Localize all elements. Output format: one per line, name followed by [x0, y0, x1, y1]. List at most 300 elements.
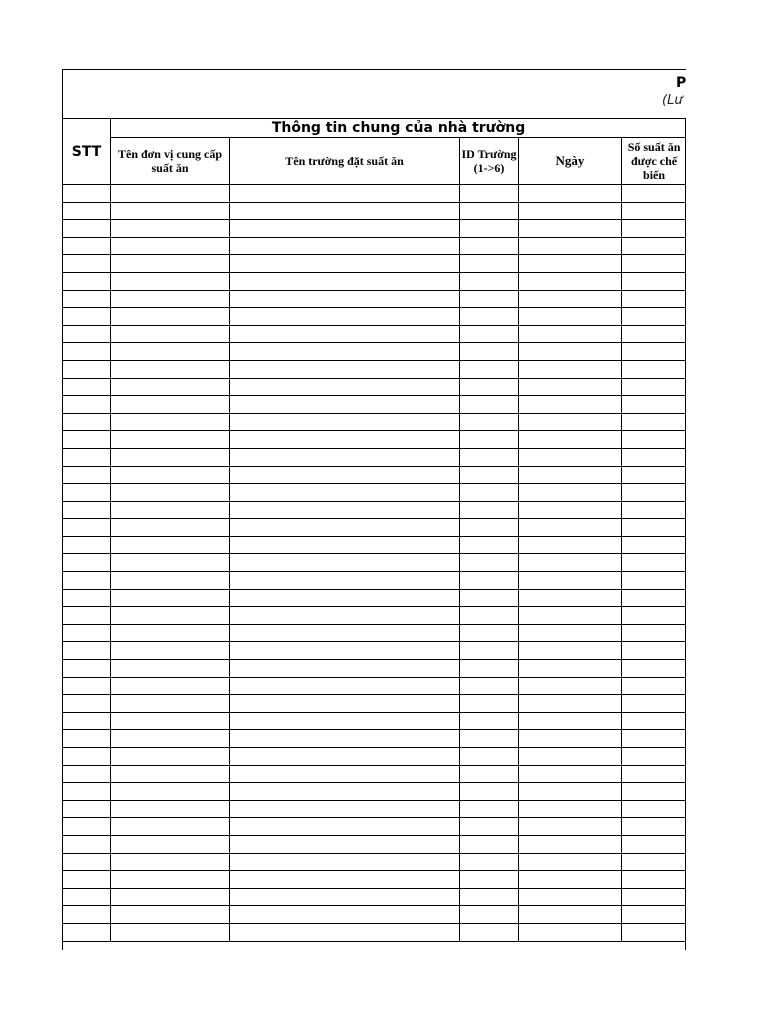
table-cell[interactable] [519, 730, 622, 748]
table-cell[interactable] [230, 290, 460, 308]
table-cell[interactable] [622, 343, 687, 361]
table-cell[interactable] [460, 519, 519, 537]
table-cell[interactable] [622, 624, 687, 642]
table-row [63, 413, 687, 431]
table-cell[interactable] [230, 308, 460, 326]
table-row [63, 607, 687, 625]
table-cell[interactable] [460, 237, 519, 255]
table-cell[interactable] [63, 325, 111, 343]
table-row [63, 290, 687, 308]
table-cell[interactable] [622, 835, 687, 853]
table-cell[interactable] [622, 255, 687, 273]
table-cell[interactable] [63, 466, 111, 484]
table-cell[interactable] [111, 712, 230, 730]
table-cell[interactable] [519, 906, 622, 924]
table-cell[interactable] [622, 202, 687, 220]
table-cell[interactable] [460, 853, 519, 871]
table-cell[interactable] [63, 818, 111, 836]
table-cell[interactable] [63, 730, 111, 748]
table-cell[interactable] [460, 607, 519, 625]
table-cell[interactable] [230, 272, 460, 290]
table-cell[interactable] [519, 818, 622, 836]
table-cell[interactable] [111, 413, 230, 431]
table-cell[interactable] [519, 378, 622, 396]
table-cell[interactable] [63, 290, 111, 308]
table-cell[interactable] [63, 589, 111, 607]
table-cell[interactable] [519, 712, 622, 730]
table-cell[interactable] [230, 360, 460, 378]
table-row [63, 783, 687, 801]
table-cell[interactable] [460, 272, 519, 290]
table-cell[interactable] [519, 888, 622, 906]
table-cell[interactable] [460, 308, 519, 326]
table-cell[interactable] [230, 624, 460, 642]
table-row [63, 835, 687, 853]
frame-top-border [62, 69, 686, 70]
table-row [63, 202, 687, 220]
table-cell[interactable] [230, 730, 460, 748]
table-cell[interactable] [63, 871, 111, 889]
table-row [63, 237, 687, 255]
table-cell[interactable] [230, 554, 460, 572]
sheet-subtitle: (Lư [662, 93, 683, 108]
table-cell[interactable] [519, 519, 622, 537]
meal-table [62, 118, 686, 942]
table-cell[interactable] [622, 396, 687, 414]
table-cell[interactable] [111, 378, 230, 396]
table-cell[interactable] [111, 765, 230, 783]
table-cell[interactable] [111, 783, 230, 801]
table-cell[interactable] [63, 642, 111, 660]
table-cell[interactable] [63, 677, 111, 695]
table-row [63, 888, 687, 906]
table-body [63, 185, 687, 942]
table-cell[interactable] [622, 554, 687, 572]
table-cell[interactable] [230, 519, 460, 537]
table-cell[interactable] [460, 202, 519, 220]
table-cell[interactable] [63, 607, 111, 625]
table-cell[interactable] [622, 378, 687, 396]
table-cell[interactable] [111, 431, 230, 449]
table-cell[interactable] [111, 255, 230, 273]
table-cell[interactable] [622, 888, 687, 906]
table-cell[interactable] [230, 431, 460, 449]
table-cell[interactable] [63, 272, 111, 290]
table-cell[interactable] [111, 572, 230, 590]
table-cell[interactable] [622, 272, 687, 290]
table-cell[interactable] [622, 572, 687, 590]
table-cell[interactable] [230, 783, 460, 801]
table-cell[interactable] [230, 396, 460, 414]
table-cell[interactable] [519, 431, 622, 449]
table-cell[interactable] [230, 677, 460, 695]
table-cell[interactable] [460, 220, 519, 238]
table-cell[interactable] [519, 607, 622, 625]
spreadsheet-sheet [62, 69, 686, 950]
col-header-meal-count: Số suất ăn được chế biến [622, 138, 687, 185]
table-cell[interactable] [460, 325, 519, 343]
table-cell[interactable] [230, 871, 460, 889]
table-cell[interactable] [622, 642, 687, 660]
table-cell[interactable] [622, 818, 687, 836]
table-cell[interactable] [460, 783, 519, 801]
table-row [63, 589, 687, 607]
table-cell[interactable] [111, 272, 230, 290]
table-cell[interactable] [460, 589, 519, 607]
table-cell[interactable] [111, 607, 230, 625]
table-row [63, 871, 687, 889]
table-cell[interactable] [519, 835, 622, 853]
table-row [63, 800, 687, 818]
table-row [63, 748, 687, 766]
col-header-school: Tên trường đặt suất ăn [230, 138, 460, 185]
table-cell[interactable] [460, 484, 519, 502]
table-cell[interactable] [519, 765, 622, 783]
table-cell[interactable] [460, 554, 519, 572]
table-cell[interactable] [622, 730, 687, 748]
table-cell[interactable] [111, 360, 230, 378]
table-cell[interactable] [63, 484, 111, 502]
table-cell[interactable] [460, 712, 519, 730]
table-cell[interactable] [622, 237, 687, 255]
table-cell[interactable] [622, 220, 687, 238]
table-cell[interactable] [519, 748, 622, 766]
table-cell[interactable] [622, 466, 687, 484]
table-cell[interactable] [63, 765, 111, 783]
table-cell[interactable] [519, 237, 622, 255]
table-cell[interactable] [622, 712, 687, 730]
table-cell[interactable] [111, 466, 230, 484]
table-cell[interactable] [63, 695, 111, 713]
table-cell[interactable] [460, 871, 519, 889]
table-cell[interactable] [622, 519, 687, 537]
table-cell[interactable] [230, 923, 460, 941]
table-cell[interactable] [230, 378, 460, 396]
table-row [63, 536, 687, 554]
table-cell[interactable] [622, 431, 687, 449]
table-cell[interactable] [519, 536, 622, 554]
table-cell[interactable] [519, 308, 622, 326]
table-cell[interactable] [622, 325, 687, 343]
table-cell[interactable] [63, 536, 111, 554]
table-cell[interactable] [111, 835, 230, 853]
table-cell[interactable] [63, 835, 111, 853]
table-cell[interactable] [519, 624, 622, 642]
table-cell[interactable] [63, 923, 111, 941]
table-cell[interactable] [460, 466, 519, 484]
table-cell[interactable] [622, 853, 687, 871]
table-cell[interactable] [230, 818, 460, 836]
frame-left-border [62, 69, 63, 950]
table-cell[interactable] [230, 466, 460, 484]
table-cell[interactable] [111, 484, 230, 502]
table-row [63, 185, 687, 203]
table-cell[interactable] [230, 325, 460, 343]
table-cell[interactable] [622, 748, 687, 766]
table-cell[interactable] [460, 800, 519, 818]
table-cell[interactable] [519, 272, 622, 290]
table-cell[interactable] [63, 554, 111, 572]
table-cell[interactable] [111, 202, 230, 220]
table-cell[interactable] [63, 853, 111, 871]
table-cell[interactable] [63, 360, 111, 378]
table-cell[interactable] [460, 572, 519, 590]
table-cell[interactable] [111, 554, 230, 572]
table-cell[interactable] [230, 712, 460, 730]
table-cell[interactable] [460, 906, 519, 924]
table-cell[interactable] [622, 185, 687, 203]
table-cell[interactable] [622, 906, 687, 924]
table-cell[interactable] [111, 695, 230, 713]
table-cell[interactable] [519, 695, 622, 713]
table-cell[interactable] [63, 220, 111, 238]
table-cell[interactable] [460, 255, 519, 273]
table-row [63, 853, 687, 871]
table-cell[interactable] [519, 484, 622, 502]
table-cell[interactable] [622, 871, 687, 889]
table-cell[interactable] [63, 448, 111, 466]
table-cell[interactable] [460, 923, 519, 941]
table-cell[interactable] [519, 220, 622, 238]
table-cell[interactable] [519, 572, 622, 590]
table-cell[interactable] [111, 448, 230, 466]
table-row [63, 360, 687, 378]
table-cell[interactable] [622, 765, 687, 783]
table-cell[interactable] [230, 660, 460, 678]
table-row [63, 466, 687, 484]
table-row [63, 730, 687, 748]
table-cell[interactable] [460, 730, 519, 748]
table-cell[interactable] [519, 413, 622, 431]
table-cell[interactable] [519, 466, 622, 484]
table-cell[interactable] [519, 642, 622, 660]
table-cell[interactable] [111, 185, 230, 203]
table-cell[interactable] [460, 413, 519, 431]
table-cell[interactable] [460, 835, 519, 853]
table-cell[interactable] [460, 501, 519, 519]
table-cell[interactable] [460, 765, 519, 783]
table-cell[interactable] [519, 660, 622, 678]
table-cell[interactable] [622, 607, 687, 625]
table-cell[interactable] [230, 765, 460, 783]
table-cell[interactable] [63, 712, 111, 730]
table-cell[interactable] [622, 413, 687, 431]
table-cell[interactable] [111, 642, 230, 660]
table-cell[interactable] [230, 607, 460, 625]
table-cell[interactable] [230, 748, 460, 766]
table-cell[interactable] [63, 255, 111, 273]
table-cell[interactable] [111, 660, 230, 678]
table-cell[interactable] [460, 396, 519, 414]
table-cell[interactable] [230, 220, 460, 238]
table-cell[interactable] [111, 800, 230, 818]
table-row [63, 396, 687, 414]
table-cell[interactable] [63, 431, 111, 449]
table-cell[interactable] [111, 325, 230, 343]
table-row [63, 765, 687, 783]
table-cell[interactable] [460, 818, 519, 836]
table-cell[interactable] [63, 343, 111, 361]
table-row [63, 695, 687, 713]
table-cell[interactable] [63, 413, 111, 431]
table-cell[interactable] [230, 255, 460, 273]
table-cell[interactable] [622, 308, 687, 326]
table-cell[interactable] [63, 624, 111, 642]
table-cell[interactable] [519, 589, 622, 607]
table-cell[interactable] [460, 378, 519, 396]
table-cell[interactable] [111, 818, 230, 836]
table-cell[interactable] [230, 448, 460, 466]
table-cell[interactable] [111, 237, 230, 255]
table-cell[interactable] [63, 519, 111, 537]
table-cell[interactable] [622, 484, 687, 502]
table-cell[interactable] [111, 748, 230, 766]
table-cell[interactable] [230, 642, 460, 660]
table-cell[interactable] [622, 501, 687, 519]
table-cell[interactable] [111, 923, 230, 941]
table-cell[interactable] [230, 536, 460, 554]
table-cell[interactable] [622, 290, 687, 308]
table-cell[interactable] [519, 448, 622, 466]
table-cell[interactable] [519, 923, 622, 941]
table-cell[interactable] [519, 290, 622, 308]
table-cell[interactable] [622, 589, 687, 607]
table-cell[interactable] [111, 853, 230, 871]
table-cell[interactable] [63, 185, 111, 203]
table-cell[interactable] [519, 677, 622, 695]
table-cell[interactable] [460, 536, 519, 554]
table-cell[interactable] [63, 396, 111, 414]
table-cell[interactable] [111, 308, 230, 326]
table-cell[interactable] [460, 290, 519, 308]
table-cell[interactable] [519, 853, 622, 871]
table-cell[interactable] [460, 888, 519, 906]
table-cell[interactable] [622, 660, 687, 678]
table-cell[interactable] [63, 800, 111, 818]
table-cell[interactable] [460, 360, 519, 378]
table-cell[interactable] [111, 519, 230, 537]
table-cell[interactable] [460, 677, 519, 695]
table-cell[interactable] [460, 624, 519, 642]
table-cell[interactable] [111, 343, 230, 361]
table-cell[interactable] [230, 906, 460, 924]
table-row [63, 431, 687, 449]
table-cell[interactable] [519, 202, 622, 220]
table-cell[interactable] [622, 360, 687, 378]
table-cell[interactable] [622, 923, 687, 941]
table-cell[interactable] [111, 906, 230, 924]
table-cell[interactable] [230, 202, 460, 220]
table-cell[interactable] [519, 800, 622, 818]
table-cell[interactable] [230, 800, 460, 818]
table-cell[interactable] [519, 501, 622, 519]
table-cell[interactable] [230, 888, 460, 906]
table-cell[interactable] [63, 308, 111, 326]
table-cell[interactable] [63, 202, 111, 220]
table-row [63, 378, 687, 396]
table-cell[interactable] [111, 624, 230, 642]
table-cell[interactable] [622, 677, 687, 695]
table-cell[interactable] [460, 448, 519, 466]
table-cell[interactable] [63, 378, 111, 396]
table-cell[interactable] [519, 396, 622, 414]
table-row [63, 272, 687, 290]
table-row [63, 572, 687, 590]
table-cell[interactable] [63, 660, 111, 678]
table-cell[interactable] [519, 783, 622, 801]
table-cell[interactable] [519, 255, 622, 273]
table-cell[interactable] [519, 343, 622, 361]
table-cell[interactable] [111, 677, 230, 695]
table-row [63, 906, 687, 924]
table-cell[interactable] [230, 413, 460, 431]
table-cell[interactable] [230, 695, 460, 713]
table-cell[interactable] [111, 730, 230, 748]
table-cell[interactable] [230, 572, 460, 590]
table-cell[interactable] [622, 536, 687, 554]
table-cell[interactable] [460, 431, 519, 449]
table-cell[interactable] [622, 783, 687, 801]
table-cell[interactable] [111, 290, 230, 308]
table-cell[interactable] [230, 237, 460, 255]
table-cell[interactable] [111, 589, 230, 607]
table-cell[interactable] [519, 325, 622, 343]
table-cell[interactable] [519, 185, 622, 203]
table-cell[interactable] [460, 695, 519, 713]
col-header-date: Ngày [519, 138, 622, 185]
table-cell[interactable] [63, 906, 111, 924]
table-cell[interactable] [460, 660, 519, 678]
table-cell[interactable] [622, 800, 687, 818]
table-cell[interactable] [230, 501, 460, 519]
table-cell[interactable] [519, 554, 622, 572]
table-cell[interactable] [622, 695, 687, 713]
table-row [63, 501, 687, 519]
table-cell[interactable] [230, 589, 460, 607]
table-cell[interactable] [111, 536, 230, 554]
table-cell[interactable] [460, 748, 519, 766]
table-cell[interactable] [63, 572, 111, 590]
table-cell[interactable] [111, 501, 230, 519]
table-cell[interactable] [230, 835, 460, 853]
table-cell[interactable] [460, 185, 519, 203]
col-header-school-id: ID Trường (1->6) [460, 138, 519, 185]
table-cell[interactable] [111, 871, 230, 889]
table-cell[interactable] [622, 448, 687, 466]
table-cell[interactable] [111, 888, 230, 906]
table-row [63, 308, 687, 326]
table-row [63, 818, 687, 836]
frame-right-border [685, 118, 686, 950]
table-cell[interactable] [519, 871, 622, 889]
table-cell[interactable] [63, 888, 111, 906]
table-cell[interactable] [230, 853, 460, 871]
table-cell[interactable] [111, 220, 230, 238]
table-cell[interactable] [519, 360, 622, 378]
table-cell[interactable] [230, 343, 460, 361]
table-cell[interactable] [460, 642, 519, 660]
table-cell[interactable] [63, 501, 111, 519]
table-cell[interactable] [63, 237, 111, 255]
table-cell[interactable] [230, 484, 460, 502]
table-cell[interactable] [63, 748, 111, 766]
table-cell[interactable] [460, 343, 519, 361]
table-cell[interactable] [63, 783, 111, 801]
table-cell[interactable] [230, 185, 460, 203]
table-row [63, 484, 687, 502]
sheet-title: P [676, 75, 686, 91]
table-cell[interactable] [111, 396, 230, 414]
